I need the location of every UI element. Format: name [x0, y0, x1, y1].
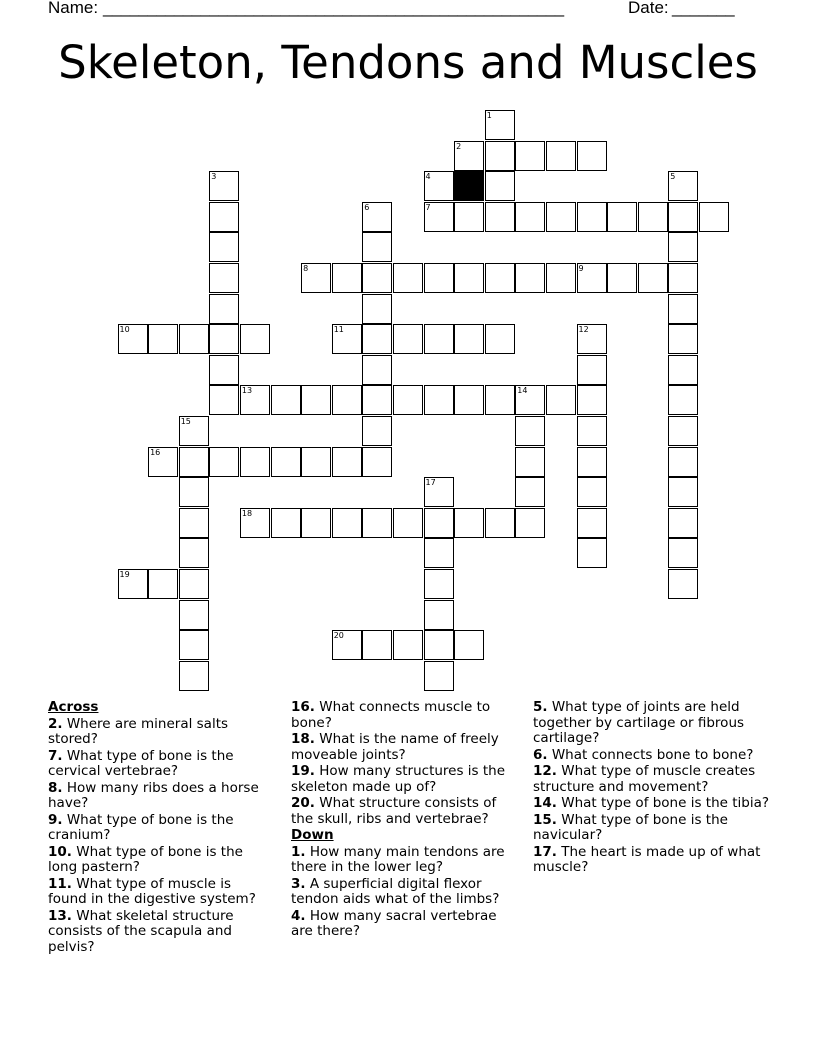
clue-text: What connects muscle to bone? — [291, 699, 491, 731]
clue-number: 6 — [364, 202, 370, 212]
grid-cell[interactable] — [577, 477, 607, 507]
grid-cell[interactable] — [668, 538, 698, 568]
grid-cell[interactable] — [515, 508, 545, 538]
grid-cell[interactable] — [515, 477, 545, 507]
clue-item — [291, 845, 516, 876]
grid-cell[interactable] — [362, 232, 392, 262]
grid-cell[interactable] — [454, 202, 484, 232]
clue-number-label: 6. — [533, 746, 548, 763]
grid-cell[interactable] — [209, 355, 239, 385]
clue-item — [48, 717, 273, 748]
grid-cell[interactable] — [515, 263, 545, 293]
clue-text: What type of bone is the long pastern? — [48, 843, 243, 875]
grid-cell[interactable] — [179, 600, 209, 630]
grid-cell[interactable] — [424, 630, 454, 660]
grid-cell[interactable] — [515, 202, 545, 232]
clues-column-1 — [48, 700, 273, 956]
grid-cell[interactable] — [301, 447, 331, 477]
grid-cell[interactable] — [668, 263, 698, 293]
grid-cell[interactable] — [515, 141, 545, 171]
grid-cell[interactable] — [148, 324, 178, 354]
clue-text: How many sacral vertebrae are there? — [291, 907, 497, 939]
grid-cell[interactable] — [271, 447, 301, 477]
clue-number: 15 — [180, 417, 191, 426]
grid-cell[interactable] — [515, 447, 545, 477]
clue-number: 7 — [425, 202, 431, 212]
clue-number-label: 12. — [533, 763, 557, 779]
grid-cell[interactable] — [546, 385, 576, 415]
grid-cell[interactable] — [332, 385, 362, 415]
grid-cell[interactable] — [577, 538, 607, 568]
grid-cell[interactable] — [393, 630, 423, 660]
clue-number-label: 1. — [291, 843, 306, 860]
clue-text: What type of bone is the cranium? — [48, 811, 234, 843]
grid-cell[interactable] — [485, 324, 515, 354]
clue-item — [291, 877, 516, 908]
clue-number: 5 — [670, 172, 676, 182]
grid-cell[interactable] — [424, 324, 454, 354]
grid-cell[interactable] — [393, 385, 423, 415]
grid-cell[interactable] — [301, 508, 331, 538]
clue-number: 8 — [303, 264, 309, 273]
across-heading: Across — [48, 699, 99, 715]
clue-text: What type of muscle creates structure and movement? — [533, 763, 756, 795]
grid-cell[interactable] — [454, 263, 484, 293]
clue-number-label: 9. — [48, 811, 63, 828]
clues-column-3 — [533, 700, 773, 877]
clue-text: Where are mineral salts stored? — [48, 715, 229, 747]
clue-item — [48, 877, 273, 908]
grid-cell[interactable] — [485, 202, 515, 232]
clue-item — [48, 813, 273, 844]
clue-item — [48, 845, 273, 876]
grid-cell[interactable] — [424, 385, 454, 415]
clue-number-label: 17. — [533, 843, 557, 860]
clue-number: 17 — [425, 478, 436, 488]
clue-text: What connects bone to bone? — [551, 746, 754, 763]
clue-number-label: 19. — [291, 763, 315, 779]
grid-cell[interactable] — [209, 232, 239, 262]
clue-text: The heart is made up of what muscle? — [533, 843, 761, 875]
clue-item — [48, 909, 273, 956]
grid-cell[interactable] — [393, 324, 423, 354]
grid-cell[interactable] — [577, 508, 607, 538]
grid-cell[interactable] — [362, 630, 392, 660]
grid-cell[interactable] — [362, 416, 392, 446]
clue-item — [533, 813, 773, 844]
grid-cell[interactable] — [209, 385, 239, 415]
grid-cell[interactable] — [362, 263, 392, 293]
name-date-line — [48, 0, 768, 22]
clue-number: 11 — [333, 325, 344, 335]
grid-cell[interactable] — [362, 508, 392, 538]
clue-number-label: 5. — [533, 699, 548, 715]
clue-number: 12 — [578, 325, 589, 335]
grid-cell[interactable] — [424, 569, 454, 599]
grid-cell[interactable] — [454, 508, 484, 538]
clue-number-label: 7. — [48, 747, 63, 764]
clue-number-label: 11. — [48, 875, 72, 892]
clue-item — [291, 732, 516, 763]
grid-cell[interactable] — [577, 202, 607, 232]
down-heading: Down — [291, 827, 334, 843]
grid-cell[interactable] — [271, 508, 301, 538]
name-label: Name: — [48, 0, 103, 17]
grid-cell[interactable] — [332, 447, 362, 477]
grid-cell[interactable] — [607, 263, 637, 293]
grid-cell[interactable] — [209, 324, 239, 354]
grid-cell[interactable] — [454, 324, 484, 354]
grid-cell[interactable] — [668, 447, 698, 477]
grid-cell[interactable] — [179, 661, 209, 691]
grid-cell[interactable] — [485, 263, 515, 293]
grid-cell[interactable] — [240, 447, 270, 477]
black-cell — [454, 171, 484, 201]
grid-cell[interactable] — [668, 324, 698, 354]
grid-cell[interactable] — [577, 141, 607, 171]
grid-cell[interactable] — [515, 416, 545, 446]
clue-number-label: 14. — [533, 795, 557, 811]
clue-number: 18 — [241, 508, 253, 518]
clue-number-label: 20. — [291, 795, 315, 811]
grid-cell[interactable] — [362, 324, 392, 354]
clue-number: 19 — [119, 570, 130, 579]
clue-number: 9 — [578, 264, 584, 273]
grid-cell[interactable] — [179, 324, 209, 354]
clue-item — [533, 748, 773, 764]
clue-text: What type of bone is the tibia? — [561, 795, 770, 811]
grid-cell[interactable] — [179, 508, 209, 538]
clue-text: What is the name of freely moveable joints? — [291, 731, 499, 763]
clue-number: 16 — [150, 447, 161, 457]
clue-text: How many structures is the skeleton made up of? — [291, 763, 506, 795]
grid-cell[interactable] — [485, 171, 515, 201]
clue-number-label: 10. — [48, 843, 72, 860]
grid-cell[interactable] — [546, 141, 576, 171]
grid-cell[interactable] — [485, 385, 515, 415]
clue-item — [48, 781, 273, 812]
clue-number: 2 — [456, 141, 462, 151]
clues-column-2 — [291, 700, 516, 941]
clue-item — [533, 845, 773, 876]
clue-number-label: 8. — [48, 779, 63, 796]
clue-text: How many ribs does a horse have? — [48, 779, 259, 811]
grid-cell[interactable] — [699, 202, 729, 232]
clue-text: How many main tendons are there in the lower leg? — [291, 843, 505, 875]
clue-number-label: 15. — [533, 811, 557, 828]
grid-cell[interactable] — [393, 263, 423, 293]
grid-cell[interactable] — [577, 416, 607, 446]
grid-cell[interactable] — [179, 538, 209, 568]
grid-cell[interactable] — [209, 294, 239, 324]
grid-cell[interactable] — [332, 508, 362, 538]
grid-cell[interactable] — [362, 355, 392, 385]
clue-number: 14 — [517, 386, 528, 396]
grid-cell[interactable] — [638, 202, 668, 232]
clue-number: 10 — [119, 325, 130, 335]
grid-cell[interactable] — [668, 202, 698, 232]
grid-cell[interactable] — [424, 508, 454, 538]
clue-text: What structure consists of the skull, ribs and vertebrae? — [291, 795, 497, 827]
clue-text: What type of muscle is found in the digestive system? — [48, 875, 256, 907]
grid-cell[interactable] — [668, 385, 698, 415]
clue-item — [48, 749, 273, 780]
grid-cell[interactable] — [485, 508, 515, 538]
clue-number-label: 2. — [48, 715, 63, 732]
grid-cell[interactable] — [301, 385, 331, 415]
clue-number: 20 — [333, 631, 344, 641]
clue-text: A superficial digital flexor tendon aids what of the limbs? — [291, 875, 500, 907]
grid-cell[interactable] — [209, 263, 239, 293]
clue-item — [291, 909, 516, 940]
grid-cell[interactable] — [179, 447, 209, 477]
clue-number: 1 — [486, 111, 492, 120]
clue-number-label: 13. — [48, 907, 72, 924]
date-label: Date: — [628, 0, 674, 17]
clue-item — [291, 700, 516, 731]
grid-cell[interactable] — [546, 202, 576, 232]
clue-text: What skeletal structure consists of the scapula and pelvis? — [48, 907, 234, 955]
grid-cell[interactable] — [148, 569, 178, 599]
grid-cell[interactable] — [454, 385, 484, 415]
grid-cell[interactable] — [424, 263, 454, 293]
clue-item — [533, 764, 773, 795]
grid-cell[interactable] — [668, 232, 698, 262]
clue-text: What type of bone is the navicular? — [533, 811, 728, 843]
grid-cell[interactable] — [424, 538, 454, 568]
grid-cell[interactable] — [209, 447, 239, 477]
grid-cell[interactable] — [393, 508, 423, 538]
grid-cell[interactable] — [424, 661, 454, 691]
grid-cell[interactable] — [577, 447, 607, 477]
grid-cell[interactable] — [546, 263, 576, 293]
clue-item — [533, 796, 773, 812]
clue-item — [533, 700, 773, 747]
grid-cell[interactable] — [179, 477, 209, 507]
name-blank[interactable]: ____________________________________________________ — [103, 0, 564, 17]
grid-cell[interactable] — [332, 263, 362, 293]
clue-number-label: 18. — [291, 731, 315, 747]
clue-number-label: 16. — [291, 699, 315, 715]
grid-cell[interactable] — [179, 569, 209, 599]
date-blank[interactable]: _______ — [672, 0, 734, 17]
clue-item — [291, 796, 516, 827]
grid-cell[interactable] — [271, 385, 301, 415]
page-title: Skeleton, Tendons and Muscles — [58, 36, 758, 89]
grid-cell[interactable] — [362, 385, 392, 415]
grid-cell[interactable] — [638, 263, 668, 293]
grid-cell[interactable] — [362, 447, 392, 477]
grid-cell[interactable] — [668, 355, 698, 385]
grid-cell[interactable] — [240, 324, 270, 354]
grid-cell[interactable] — [607, 202, 637, 232]
clue-number: 4 — [425, 172, 431, 182]
clue-number-label: 4. — [291, 907, 306, 924]
grid-cell[interactable] — [485, 141, 515, 171]
grid-cell[interactable] — [179, 630, 209, 660]
grid-cell[interactable] — [668, 569, 698, 599]
grid-cell[interactable] — [668, 294, 698, 324]
grid-cell[interactable] — [668, 508, 698, 538]
grid-cell[interactable] — [577, 385, 607, 415]
clue-number: 13 — [241, 386, 253, 396]
clue-number-label: 3. — [291, 875, 306, 892]
clue-text: What type of bone is the cervical vertebrae? — [48, 747, 234, 779]
clue-text: What type of joints are held together by cartilage or fibrous cartilage? — [533, 699, 745, 746]
grid-cell[interactable] — [454, 630, 484, 660]
grid-cell[interactable] — [668, 477, 698, 507]
grid-cell[interactable] — [577, 355, 607, 385]
grid-cell[interactable] — [424, 600, 454, 630]
grid-cell[interactable] — [668, 416, 698, 446]
clue-item — [291, 764, 516, 795]
grid-cell[interactable] — [362, 294, 392, 324]
clue-number: 3 — [211, 172, 217, 182]
grid-cell[interactable] — [209, 202, 239, 232]
